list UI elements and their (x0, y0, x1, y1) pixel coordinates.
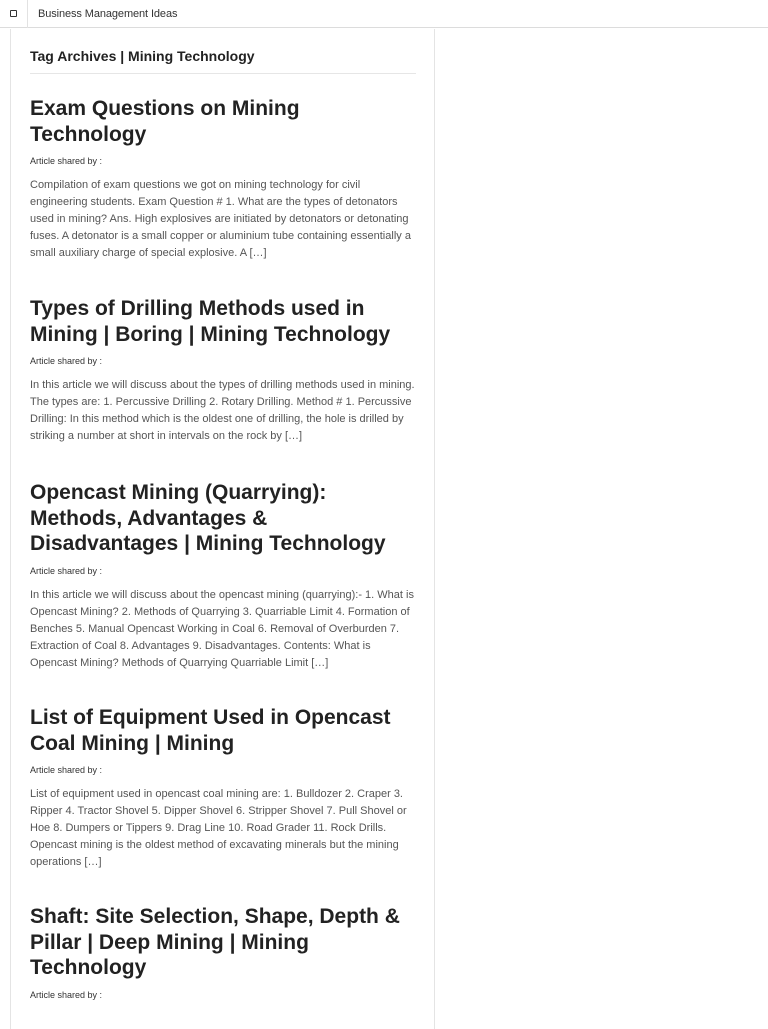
article-item (30, 904, 416, 1011)
article-byline: Article shared by : (30, 765, 103, 775)
article-item (30, 96, 416, 262)
article-byline: Article shared by : (30, 989, 103, 1000)
article-excerpt: In this article we will discuss about the opencast mining (quarrying):- 1. What is Opencast Mining? 2. Methods of Quarrying 3. Quarriable Limit 4. Formation of Benches 5. Manual Opencast Working in Coal 6. Removal of Overburden 7. Extraction of Coal 8. Advantages 9. Disadvantages. Contents: What is Opencast Mining? Methods of Quarrying Quarriable Limit […] (30, 588, 414, 669)
article-item (30, 296, 416, 445)
article-title[interactable]: Exam Questions on Mining Technology (30, 97, 300, 146)
archive-title: Tag Archives | Mining Technology (30, 48, 416, 74)
article-byline: Article shared by : (30, 356, 103, 366)
article-byline: Article shared by : (30, 565, 103, 576)
article-item (30, 705, 416, 871)
top-bar (0, 0, 768, 28)
menu-button[interactable] (0, 0, 28, 28)
article-title[interactable]: List of Equipment Used in Opencast Coal Mining | Mining (30, 706, 391, 755)
main-content (10, 29, 435, 1029)
article-item (30, 480, 416, 672)
article-excerpt: Compilation of exam questions we got on mining technology for civil engineering students. Exam Question # 1. What are the types of detonators used in mining? Ans. High explosives are initiated by detonators or detonating fuses. A detonator is a small copper or aluminium tube containing essentially a small auxiliary charge of special explosive. A […] (30, 179, 411, 259)
article-title[interactable]: Shaft: Site Selection, Shape, Depth & Pillar | Deep Mining | Mining Technology (30, 905, 400, 979)
article-title[interactable]: Opencast Mining (Quarrying): Methods, Advantages & Disadvantages | Mining Technology (30, 481, 386, 555)
article-title[interactable]: Types of Drilling Methods used in Mining | Boring | Mining Technology (30, 297, 391, 346)
menu-icon (10, 10, 17, 17)
article-excerpt: In this article we will discuss about the types of drilling methods used in mining. The types are: 1. Percussive Drilling 2. Rotary Drilling. Method # 1. Percussive Drilling: In this method which is the oldest one of drilling, the hole is drilled by striking a number at short in intervals on the rock by […] (30, 379, 415, 442)
article-byline: Article shared by : (30, 156, 103, 166)
site-title[interactable]: Business Management Ideas (38, 7, 178, 20)
article-excerpt: List of equipment used in opencast coal mining are: 1. Bulldozer 2. Craper 3. Ripper 4. Tractor Shovel 5. Dipper Shovel 6. Stripper Shovel 7. Pull Shovel or Hoe 8. Dumpers or Tippers 9. Drag Line 10. Road Grader 11. Rock Drills. Opencast mining is the oldest method of excavating minerals but the mining operations […] (30, 788, 407, 868)
